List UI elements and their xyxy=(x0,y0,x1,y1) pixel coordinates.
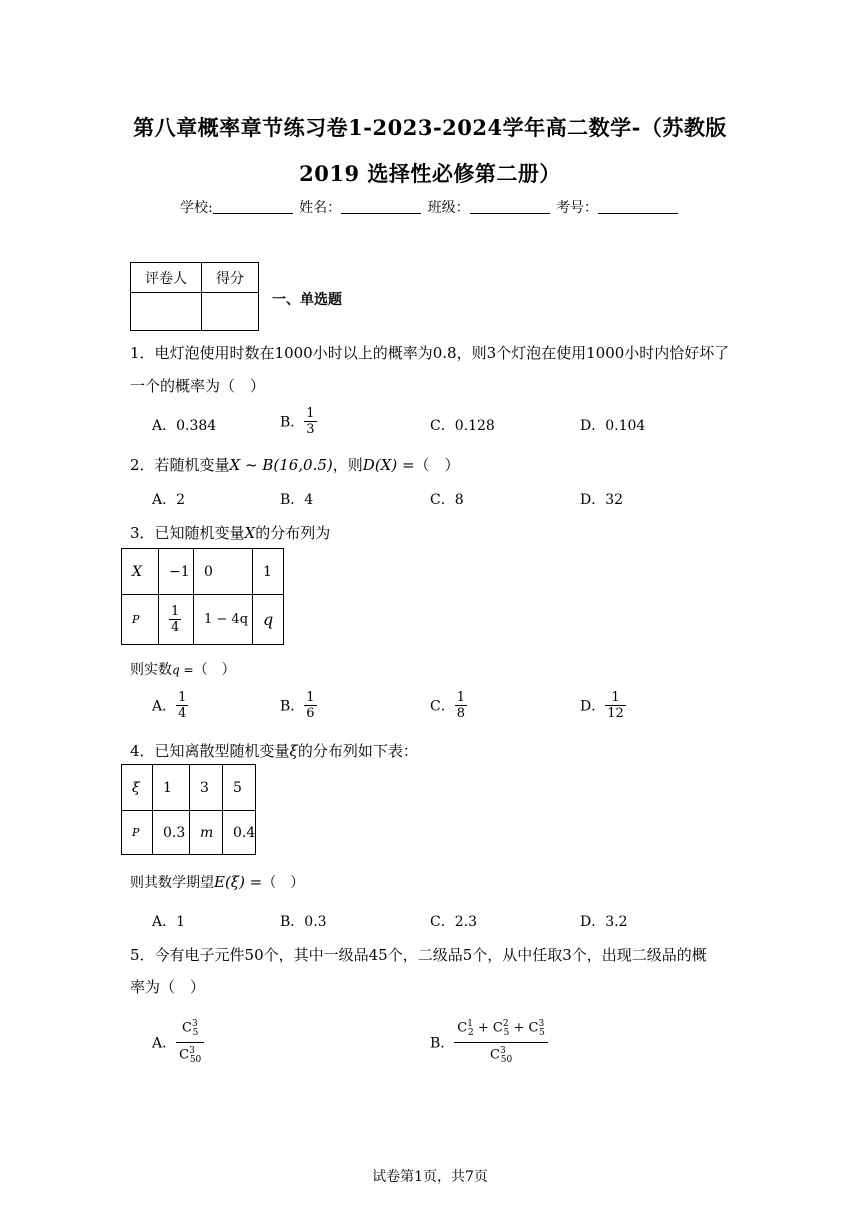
q1-option-b: B． $\frac{1}{3}$ xyxy=(280,406,315,437)
name-blank xyxy=(341,199,421,214)
q3-option-d: D． $\frac{1}{12}$ xyxy=(580,690,624,721)
q2-option-d: D．32 xyxy=(580,492,624,508)
q3-cell-v2: 0 xyxy=(194,549,253,595)
q4-cell-v2: 3 xyxy=(190,765,223,811)
exam-no-label: 考号： xyxy=(556,200,599,216)
q4-option-b: B．0.3 xyxy=(280,914,327,930)
section-title: 一、单选题 xyxy=(272,292,342,308)
name-label: 姓名： xyxy=(299,200,342,216)
q4-option-d: D．3.2 xyxy=(580,914,628,930)
class-blank xyxy=(470,199,550,214)
q4-cell-v1: 1 xyxy=(153,765,190,811)
q3-cell-v1: −1 xyxy=(159,549,194,595)
q3-option-c: C． $\frac{1}{8}$ xyxy=(430,690,465,721)
q4-option-c: C．2.3 xyxy=(430,914,477,930)
q2-option-b: B．4 xyxy=(280,492,314,508)
class-label: 班级： xyxy=(427,200,470,216)
q1-option-d: D．0.104 xyxy=(580,418,646,434)
q3-ask: 则实数q =（ ） xyxy=(130,662,236,678)
student-info-line xyxy=(0,197,860,217)
q3-cell-p1: $\frac{1}{4}$ xyxy=(159,595,194,645)
q1-line2: 一个的概率为（ ） xyxy=(130,377,266,395)
q3-distribution-table xyxy=(121,548,284,645)
q2-expr: X ~ B(16,0.5) xyxy=(229,456,333,474)
q4-cell-v3: 5 xyxy=(223,765,256,811)
q4-cell-p2: m xyxy=(190,811,223,855)
q4-distribution-table xyxy=(121,764,256,855)
page-footer: 试卷第1页，共7页 xyxy=(372,1169,488,1185)
q4-ask: 则其数学期望E(ξ) =（ ） xyxy=(130,873,305,891)
q5-option-b: B． $\frac{C^1_2 + C^2_5 + C^3_5}{C^3_{50}}$ xyxy=(430,1016,548,1069)
school-label: 学校: xyxy=(179,200,213,216)
q5-option-a: A． $\frac{C^3_5}{C^3_{50}}$ xyxy=(152,1016,204,1069)
q4-cell-p1: 0.3 xyxy=(153,811,190,855)
q2-option-a: A．2 xyxy=(152,492,186,508)
school-blank xyxy=(213,199,293,214)
score-header: 得分 xyxy=(202,263,259,293)
q3-cell-v3: 1 xyxy=(253,549,284,595)
q2-expr2: D(X) = xyxy=(362,456,415,474)
q3-option-a: A． $\frac{1}{4}$ xyxy=(152,690,187,721)
score-table xyxy=(130,262,259,331)
q2-option-c: C．8 xyxy=(430,492,464,508)
q2-stem: 2．若随机变量X ~ B(16,0.5)，则D(X) =（ ） xyxy=(130,456,460,474)
q3-cell-p: P xyxy=(122,595,159,645)
q3-option-b: B． $\frac{1}{6}$ xyxy=(280,690,315,721)
doc-title-line2: 2019 选择性必修第二册） xyxy=(299,161,561,186)
reviewer-cell xyxy=(131,293,202,331)
q3-stem: 3．已知随机变量X的分布列为 xyxy=(130,524,331,542)
q4-option-a: A．1 xyxy=(152,914,186,930)
q3-cell-x: X xyxy=(122,549,159,595)
q1-line1: 1．电灯泡使用时数在1000小时以上的概率为0.8，则3个灯泡在使用1000小时内恰好坏了 xyxy=(130,344,730,362)
q4-stem: 4．已知离散型随机变量ξ的分布列如下表： xyxy=(130,742,418,760)
q4-cell-p3: 0.4 xyxy=(223,811,256,855)
exam-no-blank xyxy=(598,199,678,214)
q1-option-c: C．0.128 xyxy=(430,418,495,434)
q3-cell-p3: q xyxy=(253,595,284,645)
q3-cell-p2: 1 − 4q xyxy=(194,595,253,645)
q5-line1: 5．今有电子元件50个，其中一级品45个，二级品5个，从中任取3个，出现二级品的概 xyxy=(130,946,707,964)
doc-title-line1: 第八章概率章节练习卷1-2023-2024学年高二数学-（苏教版 xyxy=(133,115,727,140)
score-cell xyxy=(202,293,259,331)
q1-option-a: A．0.384 xyxy=(152,418,217,434)
reviewer-header: 评卷人 xyxy=(131,263,202,293)
q4-cell-xi: ξ xyxy=(122,765,153,811)
q4-cell-p: P xyxy=(122,811,153,855)
q5-line2: 率为（ ） xyxy=(130,978,206,996)
